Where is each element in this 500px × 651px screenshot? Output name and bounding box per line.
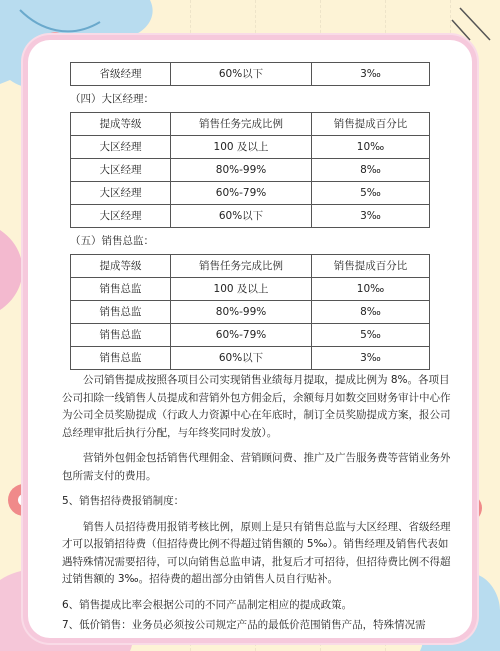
table-header-cell: 销售任务完成比例 [171,255,312,278]
document-content [44,62,454,635]
paragraph-low-price-sales: 7、低价销售：业务员必须按公司规定产品的最低价范围销售产品，特殊情况需 [62,619,426,631]
table-header-cell: 销售提成百分比 [312,255,430,278]
table-cell: 5‰ [312,324,430,347]
table-row [71,324,430,347]
table-cell: 80%-99% [171,301,312,324]
table-cell: 大区经理 [71,159,171,182]
table-cell: 3‰ [312,205,430,228]
table-cell: 3‰ [312,63,430,86]
table-header-cell: 提成等级 [71,113,171,136]
table-cell: 省级经理 [71,63,171,86]
table-cell: 大区经理 [71,205,171,228]
table-cell: 60%以下 [171,205,312,228]
table-cell: 3‰ [312,347,430,370]
table-header-cell: 销售提成百分比 [312,113,430,136]
table-cell: 80%-99% [171,159,312,182]
table-row [71,63,430,86]
paragraph-outsourcing-fees: 营销外包佣金包括销售代理佣金、营销顾问费、推广及广告服务费等营销业务外包所需支付的费用。 [62,452,451,482]
table-cell: 60%-79% [171,324,312,347]
table-row [71,136,430,159]
table-cell: 8‰ [312,159,430,182]
paragraph-heading-entertainment: 5、销售招待费报销制度： [62,495,185,507]
paragraph-entertainment-rules: 销售人员招待费用报销考核比例，原则上是只有销售总监与大区经理、省级经理才可以报销招待费（但招待费比例不得超过销售额的 5‰）。销售经理及销售代表如遇特殊情况需要招待，可以向销售总监申请，批复后才可招待，但招待费比例不得超过销售额的 3‰。招待费的超出部分由销售人员自行贴补。 [62,520,451,585]
paragraph-product-policy: 6、销售提成比率会根据公司的不同产品制定相应的提成政策。 [62,598,353,611]
table-row [71,159,430,182]
table-cell: 销售总监 [71,301,171,324]
table-cell: 100 及以上 [171,278,312,301]
table-header-cell: 提成等级 [71,255,171,278]
table-top [70,62,430,86]
table-cell: 销售总监 [71,278,171,301]
table-row [71,205,430,228]
table-cell: 销售总监 [71,347,171,370]
table-header-row [71,113,430,136]
table-cell: 100 及以上 [171,136,312,159]
table-cell: 8‰ [312,301,430,324]
table-row [71,278,430,301]
table-cell: 60%-79% [171,182,312,205]
section-title-regional: （四）大区经理： [70,93,154,105]
table-cell: 销售总监 [71,324,171,347]
table-cell: 10‰ [312,136,430,159]
table-row [71,347,430,370]
table-header-cell: 销售任务完成比例 [171,113,312,136]
table-regional-manager [70,112,430,228]
section-title-director: （五）销售总监： [70,235,154,247]
table-cell: 大区经理 [71,182,171,205]
table-cell: 60%以下 [171,63,312,86]
table-cell: 10‰ [312,278,430,301]
table-cell: 5‰ [312,182,430,205]
table-cell: 大区经理 [71,136,171,159]
paragraph-commission-pool: 公司销售提成按照各项目公司实现销售业绩每月提取，提成比例为 8%。各项目公司扣除一线销售人员提成和营销外包方佣金后，余额每月如数交回财务审计中心作为公司全员奖励提成（行政人力资源中心在年底时，制订全员奖励提成方案，报公司总经理审批后执行分配，与年终奖同时发放）。 [62,374,451,439]
table-cell: 60%以下 [171,347,312,370]
table-row [71,182,430,205]
table-header-row [71,255,430,278]
table-row [71,301,430,324]
table-sales-director [70,254,430,370]
